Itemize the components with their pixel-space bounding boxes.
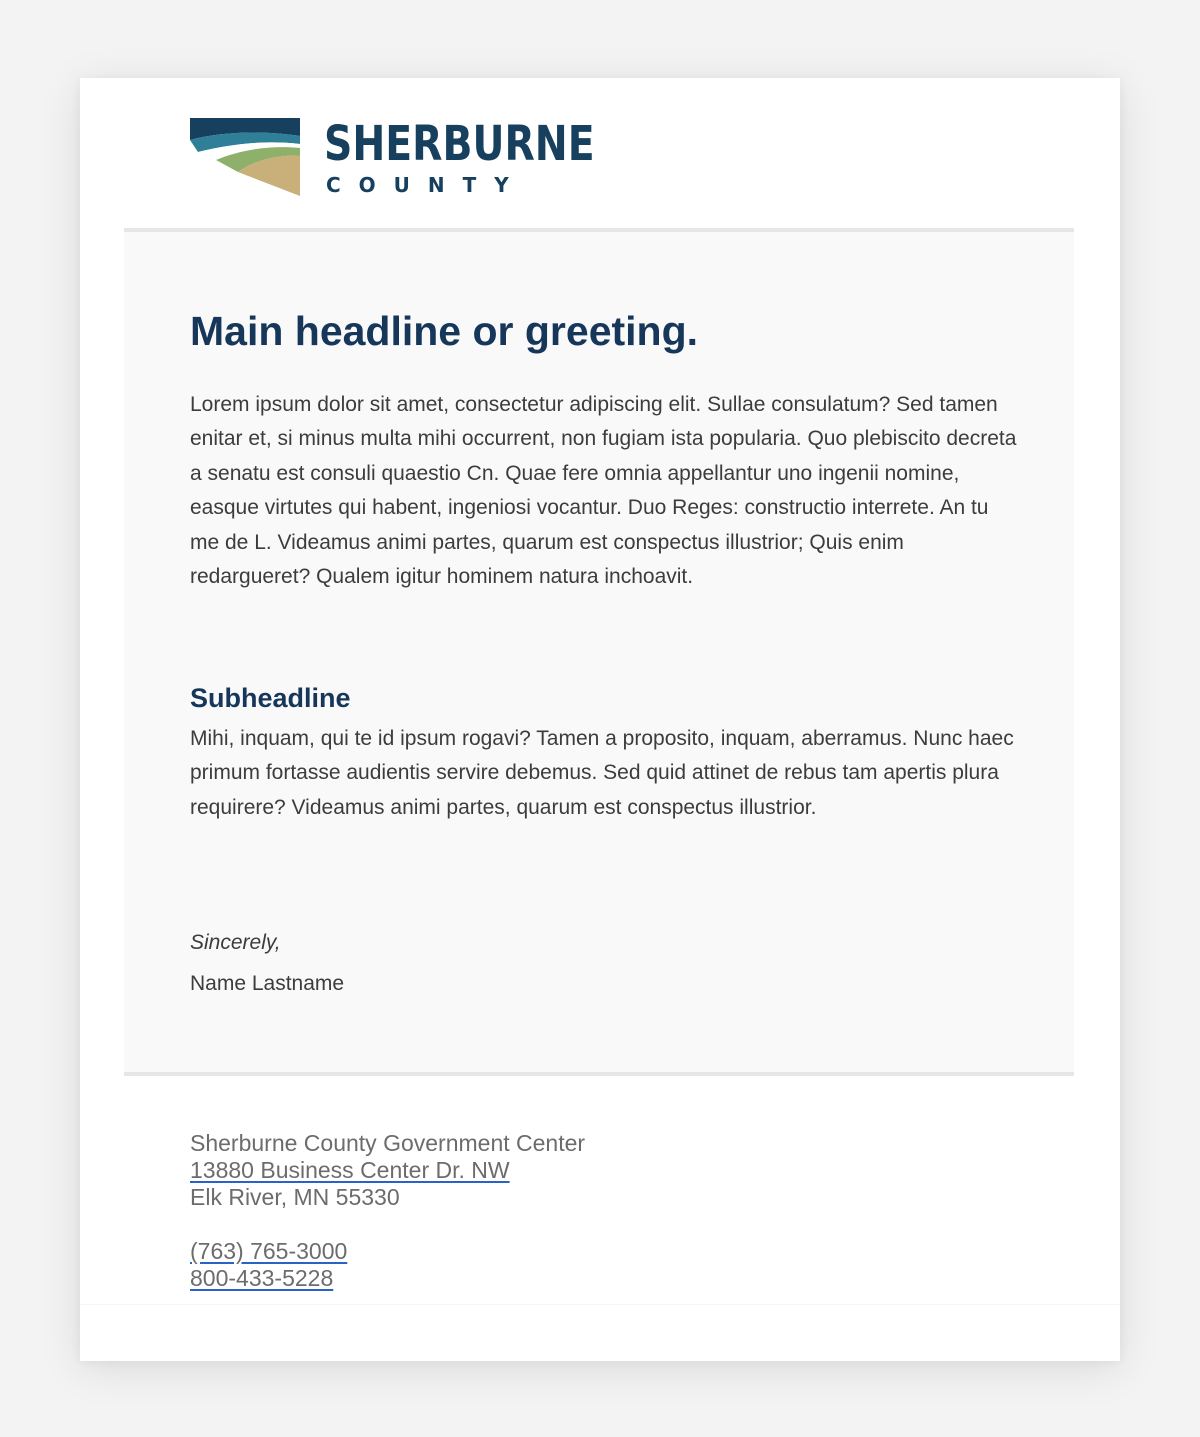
sherburne-landscape-icon (190, 118, 300, 196)
footer-bottom-strip (80, 1304, 1120, 1361)
body-paragraph-2: Mihi, inquam, qui te id ipsum rogavi? Tamen a proposito, inquam, aberramus. Nunc haec primum fortasse audientis servire debemus. Sed quid attinet de rebus tam apertis plura requirere? Videamus animi partes, quarum est conspectus illustrior. (190, 727, 1014, 819)
email-body (124, 232, 1074, 1074)
email-card (80, 78, 1120, 1360)
signature-name: Name Lastname (190, 972, 345, 995)
footer-phone-link-1[interactable]: (763) 765-3000 (190, 1238, 348, 1264)
footer-phone-link-2[interactable]: 800-433-5228 (190, 1265, 334, 1291)
footer-spacer (190, 1211, 585, 1238)
email-header (80, 78, 1120, 228)
closing-salutation: Sincerely, (190, 931, 281, 954)
email-footer (190, 1130, 585, 1292)
footer-address-link[interactable]: 13880 Business Center Dr. NW (190, 1157, 510, 1183)
body-paragraph-1: Lorem ipsum dolor sit amet, consectetur adipiscing elit. Sullae consulatum? Sed tamen enitar et, si minus multa mihi occurrent, non fugiam ista popularia. Quo plebiscito decreta a senatu est consuli quaestio Cn. Quae fere omnia appellantur uno ingenii nomine, easque virtutes qui habent, ingeniosi vocantur. Duo Reges: constructio interrete. An tu me de L. Videamus animi partes, quarum est conspectus illustrior; Quis enim redargueret? Qualem igitur hominem natura inchoavit. (190, 393, 1017, 589)
footer-divider (124, 1072, 1074, 1076)
brand-subtitle: COUNTY (326, 173, 527, 197)
footer-city: Elk River, MN 55330 (190, 1184, 400, 1210)
footer-org-name: Sherburne County Government Center (190, 1130, 586, 1156)
sherburne-county-logo[interactable] (190, 116, 595, 198)
brand-name: SHERBURNE (324, 116, 595, 172)
subheadline: Subheadline (190, 683, 351, 713)
main-headline: Main headline or greeting. (190, 308, 699, 354)
